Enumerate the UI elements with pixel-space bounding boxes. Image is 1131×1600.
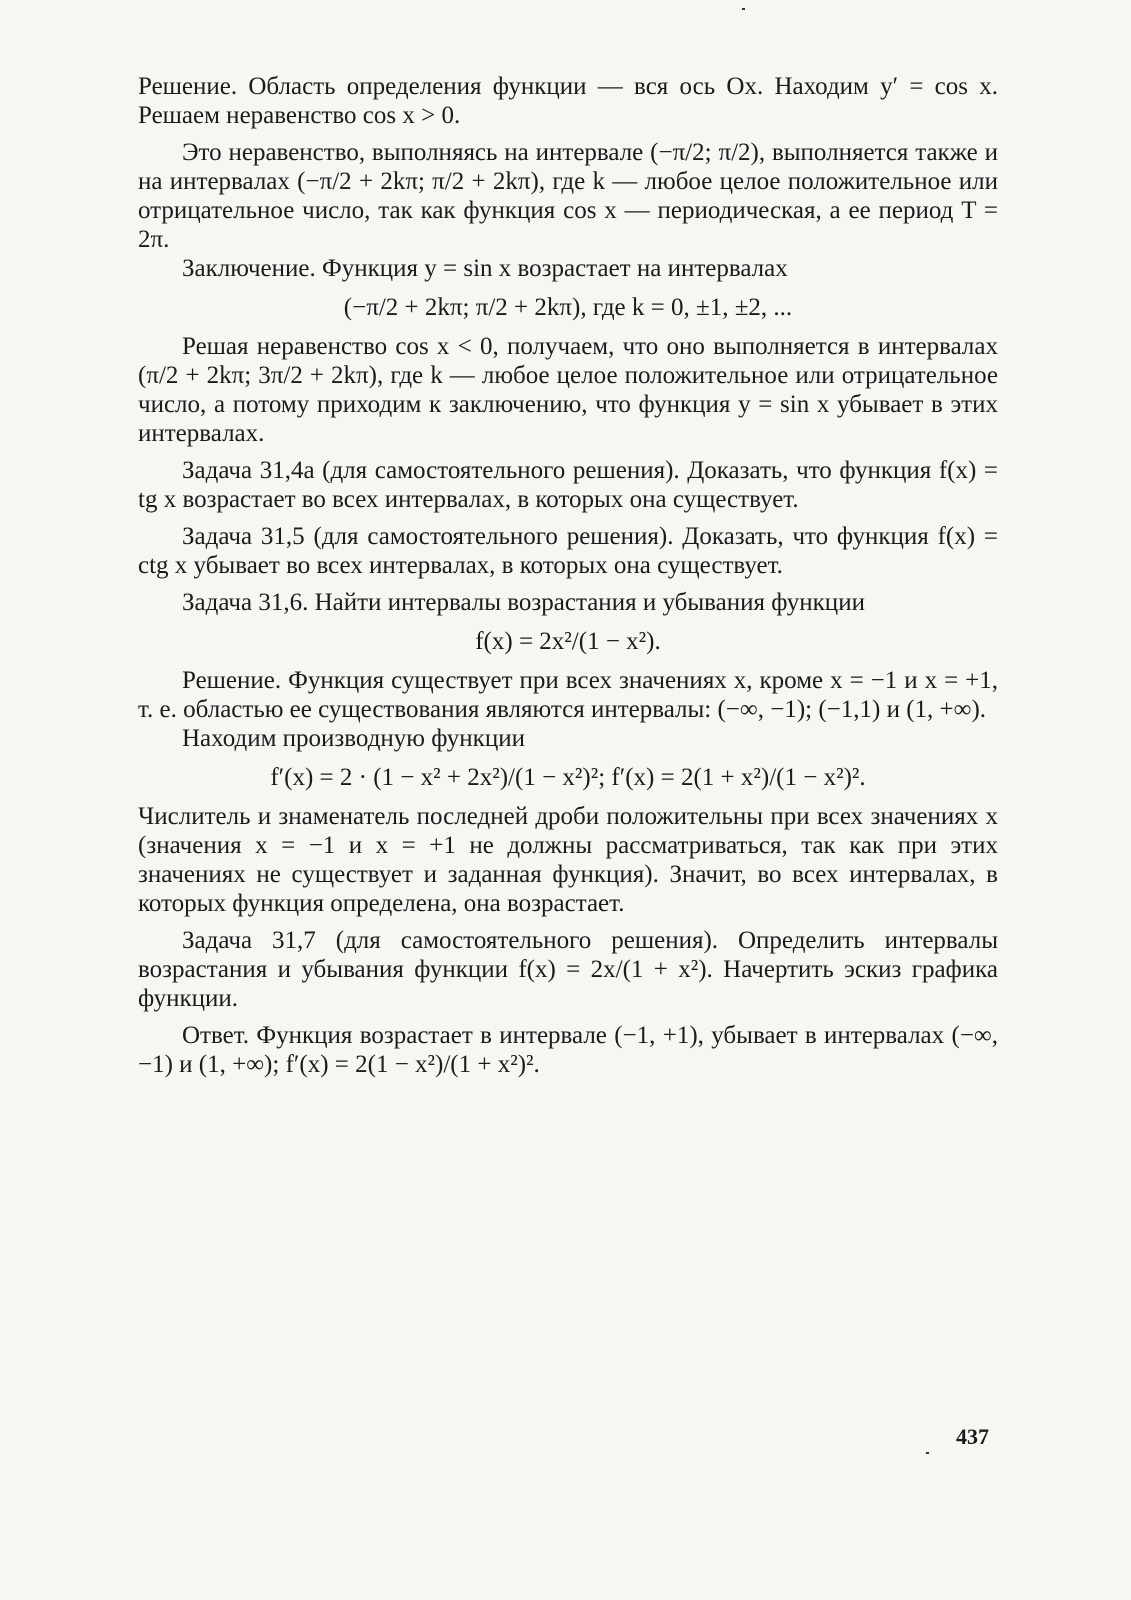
print-speck: [926, 1452, 929, 1454]
paragraph-task-31-4a: Задача 31,4a (для самостоятельного решения). Доказать, что функция f(x) = tg x возрастает во всех интервалах, в которых она существует.: [138, 457, 998, 513]
paragraph-task-31-7: Задача 31,7 (для самостоятельного решения). Определить интервалы возрастания и убывания функции f(x) = 2x/(1 + x²). Начертить эскиз графика функции.: [138, 927, 998, 1012]
page-content: [138, 72, 998, 1079]
paragraph-answer: Ответ. Функция возрастает в интервале (−1, +1), убывает в интервалах (−∞, −1) и (1, +∞); f′(x) = 2(1 − x²)/(1 + x²)².: [138, 1022, 998, 1078]
formula-derivative: f′(x) = 2 · (1 − x² + 2x²)/(1 − x²)²; f′(x) = 2(1 + x²)/(1 − x²)².: [270, 764, 866, 791]
paragraph-interval-explanation: Это неравенство, выполняясь на интервале (−π/2; π/2), выполняется также и на интервалах (−π/2 + 2kπ; π/2 + 2kπ), где k — любое целое положительное или отрицательное число, так как функция cos x — периодическая, а ее период T = 2π.: [138, 139, 998, 253]
paragraph-conclusion: Заключение. Функция y = sin x возрастает на интервалах: [182, 255, 788, 282]
formula-function-definition: f(x) = 2x²/(1 − x²).: [475, 628, 661, 655]
paragraph-derivative-intro: Находим производную функции: [182, 725, 525, 752]
paragraph-task-31-6: Задача 31,6. Найти интервалы возрастания и убывания функции: [182, 589, 865, 616]
print-speck: [742, 8, 745, 10]
formula-increase-intervals: (−π/2 + 2kπ; π/2 + 2kπ), где k = 0, ±1, ±2, ...: [343, 294, 793, 321]
paragraph-cos-negative: Решая неравенство cos x < 0, получаем, что оно выполняется в интервалах (π/2 + 2kπ; 3π/2 + 2kπ), где k — любое целое положительное или отрицательное число, а потому приходим к заключению, что функция y = sin x убывает в этих интервалах.: [138, 333, 998, 447]
paragraph-task-31-5: Задача 31,5 (для самостоятельного решения). Доказать, что функция f(x) = ctg x убывает во всех интервалах, в которых она существует.: [138, 523, 998, 579]
page-number: 437: [956, 1424, 989, 1449]
paragraph-numerator-denominator: Числитель и знаменатель последней дроби положительны при всех значениях x (значения x = −1 и x = +1 не должны рассматриваться, так как при этих значениях не существует и заданная функция). Значит, во всех интервалах, в которых функция определена, она возрастает.: [138, 803, 998, 917]
paragraph-solution-1: Решение. Область определения функции — вся ось Ox. Находим y′ = cos x. Решаем неравенство cos x > 0.: [138, 73, 998, 129]
paragraph-solution-2: Решение. Функция существует при всех значениях x, кроме x = −1 и x = +1, т. е. областью ее существования являются интервалы: (−∞, −1); (−1,1) и (1, +∞).: [138, 667, 998, 723]
